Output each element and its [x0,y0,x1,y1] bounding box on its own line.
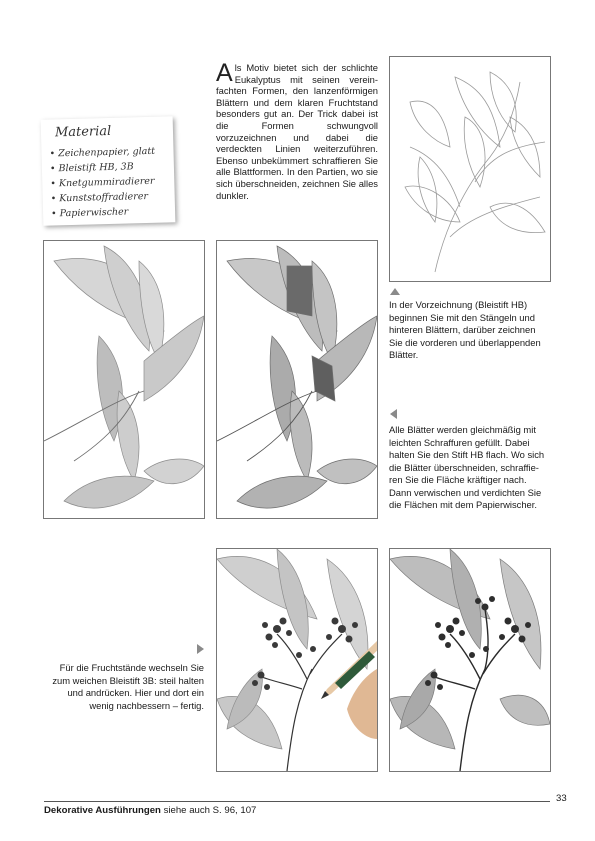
sketch-outline-image [389,56,551,282]
material-item: • Bleistift HB, 3B [50,159,156,177]
fruit-cluster-with-pencil-drawing [217,549,377,771]
page-number: 33 [556,793,567,804]
caption-step2: Alle Blätter werden gleichmäßig mit leichten Schraffuren gefüllt. Dabei halten Sie den Stift HB flach. Wo sich die Blätter überschneiden, schraffieren Sie die Fläche kräftiger nach. Dann verwischen und verdichten Sie die Flächen mit dem Papierwischer. [389,424,545,510]
intro-paragraph [216,59,378,201]
material-item: • Zeichenpapier, glatt [49,144,155,162]
material-card [41,116,176,225]
arrow-left-icon [390,409,397,419]
shading-image-1 [43,240,205,519]
shading-image-2 [216,240,378,519]
footer-divider [44,801,550,802]
footer-bold: Dekorative Ausführungen [44,805,161,816]
caption-step1: In der Vorzeichnung (Bleistift HB) beginnen Sie mit den Stängeln und hinteren Blättern, darüber zeichnen Sie die vorderen und überlappenden Blätter. [389,299,541,360]
footer-reference [44,805,256,816]
footer-rest: siehe auch S. 96, 107 [160,805,257,816]
fruit-drawing-image-2 [389,548,551,772]
material-list [49,144,156,222]
outline-eucalyptus-drawing [390,57,550,281]
arrow-right-icon [197,644,204,654]
material-item: • Kunststoffradierer [51,189,157,207]
shaded-leaves-drawing [217,241,377,518]
caption-step3: Für die Fruchtstände wechseln Sie zum weichen Bleistift 3B: steil halten und andrücken. Hier und dort ein wenig nachbessern – fertig. [52,662,204,711]
material-item: • Papierwischer [51,204,157,222]
finished-eucalyptus-drawing [390,549,550,771]
intro-text: ls Motiv bietet sich der schlichte Eukalyptus mit seinen vereinfachten Formen, den lanzenförmigen Blättern und dem klaren Fruchtstand besonders gut an. Der Trick dabei ist die Formen schwungvoll vorzuzeichnen und dabei die verdeckten Linien weiterzuführen. Ebenso unbekümmert schraffieren Sie alle Blattformen. In den Partien, wo sie sich überschneiden, zeichnen Sie alles dunkler. [216,62,378,201]
material-title: Material [54,123,112,141]
arrow-up-icon [390,288,400,295]
material-item: • Knetgummiradierer [50,174,156,192]
hatched-leaves-drawing [44,241,204,518]
fruit-drawing-image-1 [216,548,378,772]
intro-dropcap: A [216,59,233,87]
